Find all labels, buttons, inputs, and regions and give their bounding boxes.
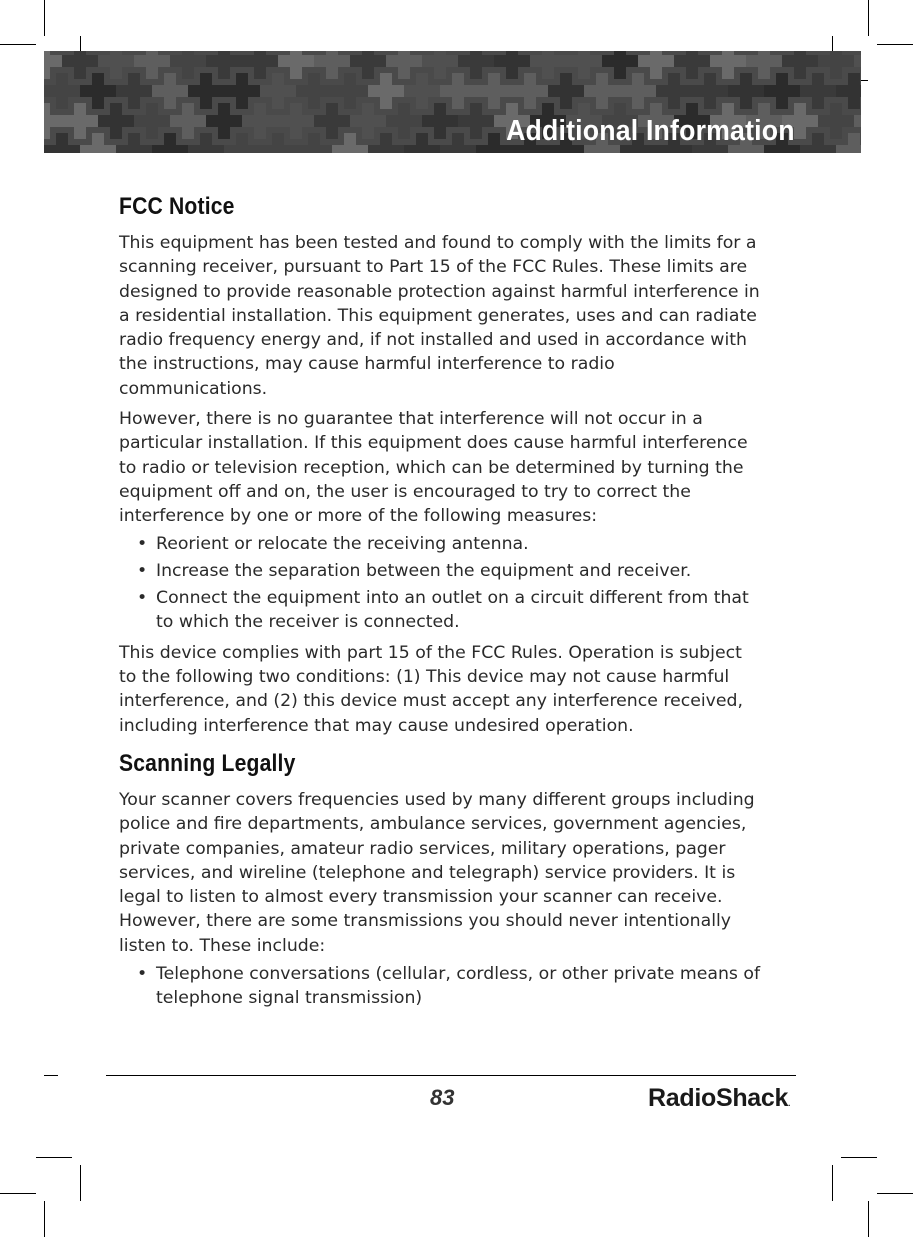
brand-suffix: . — [788, 1099, 791, 1108]
crop-mark — [0, 1193, 36, 1194]
fcc-paragraph-2: However, there is no guarantee that interference will not occur in a particular installation. If this equipment does cause harmful interference to radio or television reception, which can be determined by turning the equipment off and on, the user is encouraged to try to correct the interference by one or more of the following measures: — [119, 409, 748, 527]
crop-mark — [44, 0, 45, 36]
crop-mark — [36, 1157, 72, 1158]
header-banner — [44, 51, 861, 153]
brand-name: RadioShack — [648, 1084, 789, 1112]
crop-mark — [0, 44, 36, 45]
list-item: • Reorient or relocate the receiving antenna. — [119, 532, 764, 556]
crop-mark — [877, 1193, 913, 1194]
scanning-paragraph-1: Your scanner covers frequencies used by many different groups including police and fire departments, ambulance services, government agencies, private companies, amateur radio services, military operations, pager services, and wireline (telephone and telegraph) service providers. It is legal to listen to almost every transmission your scanner can receive. However, there are some transmissions you should never intentionally listen to. These include: — [119, 789, 755, 956]
crop-mark — [44, 1201, 45, 1237]
fcc-paragraph-1: This equipment has been tested and found to comply with the limits for a scanning receiver, pursuant to Part 15 of the FCC Rules. These limits are designed to provide reasonable protection against harmful interference in a residential installation. This equipment generates, uses and can radiate radio frequency energy and, if not installed and used in accordance with the instructions, may cause harmful interference to radio communications. — [119, 233, 760, 399]
crop-mark — [832, 1165, 833, 1201]
radioshack-logo — [648, 1084, 790, 1113]
crop-mark — [868, 1201, 869, 1237]
crop-mark — [44, 1075, 58, 1076]
list-item: • Increase the separation between the equipment and receiver. — [119, 559, 764, 583]
scanning-list — [119, 962, 764, 1011]
crop-mark — [868, 0, 869, 36]
list-item: • Connect the equipment into an outlet on a circuit different from that to which the receiver is connected. — [119, 586, 764, 635]
crop-mark — [80, 1165, 81, 1201]
list-item: • Telephone conversations (cellular, cordless, or other private means of telephone signal transmission) — [119, 962, 764, 1011]
fcc-paragraph-3: This device complies with part 15 of the FCC Rules. Operation is subject to the following two conditions: (1) This device may not cause harmful interference, and (2) this device must accept any interference received, including interference that may cause undesired operation. — [119, 642, 743, 736]
scanning-legally-heading: Scanning Legally — [119, 749, 296, 777]
fcc-measures-list — [119, 532, 764, 635]
footer-divider — [106, 1075, 796, 1076]
fcc-notice-heading: FCC Notice — [119, 193, 235, 220]
page-content — [119, 187, 764, 1011]
page-section-title: Additional Information — [506, 115, 795, 147]
crop-mark — [841, 1157, 877, 1158]
page-number: 83 — [430, 1085, 455, 1110]
crop-mark — [877, 44, 913, 45]
